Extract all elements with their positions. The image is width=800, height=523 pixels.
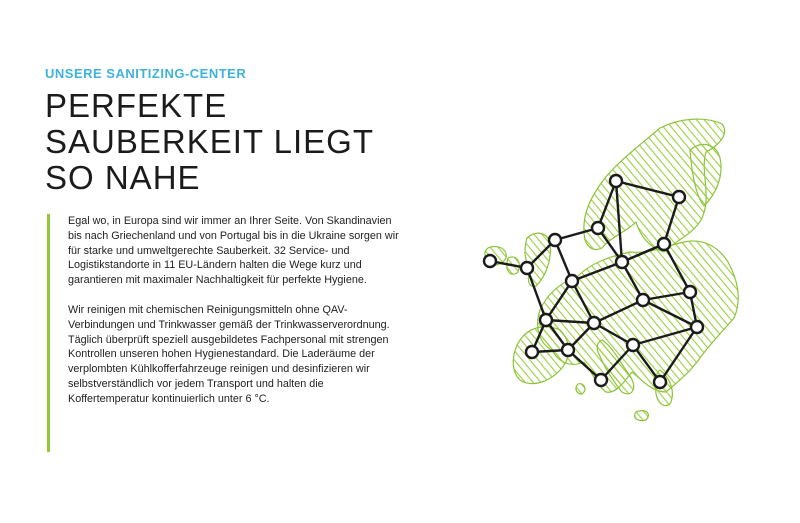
body-text-block <box>47 214 407 452</box>
headline-line-1: PERFEKTE <box>45 87 228 124</box>
europe-network-map-icon <box>470 110 770 440</box>
headline-line-3: SO NAHE <box>45 159 201 196</box>
body-paragraph-1: Egal wo, in Europa sind wir immer an Ihrer Seite. Von Skandinavien bis nach Griechenland und von Portugal bis in die Ukraine sorgen wir für starke und umweltgerechte Sauberkeit. 32 Service- und Logistikstandorte in 11 EU-Ländern halten die Wege kurz und garantieren mit maximaler Nachhaltigkeit für perfekte Hygiene. <box>68 215 399 287</box>
body-paragraph-2: Wir reinigen mit chemischen Reinigungsmitteln ohne QAV-Verbindungen und Trinkwasser gemäß der Trinkwasserverordnung. Täglich überprüft speziell ausgebildetes Fachpersonal mit strengen Kontrollen unseren hohen Hygienestandard. Die Laderäume der verplombten Kühlkofferfahrzeuge reinigen und desinfizieren wir selbstverständlich vor jedem Transport und halten die Koffertemperatur kontinuierlich unter 6 °C. <box>68 303 390 405</box>
page-title <box>45 88 405 196</box>
eyebrow-label: UNSERE SANITIZING-CENTER <box>45 66 247 81</box>
headline-line-2: SAUBERKEIT LIEGT <box>45 123 374 160</box>
